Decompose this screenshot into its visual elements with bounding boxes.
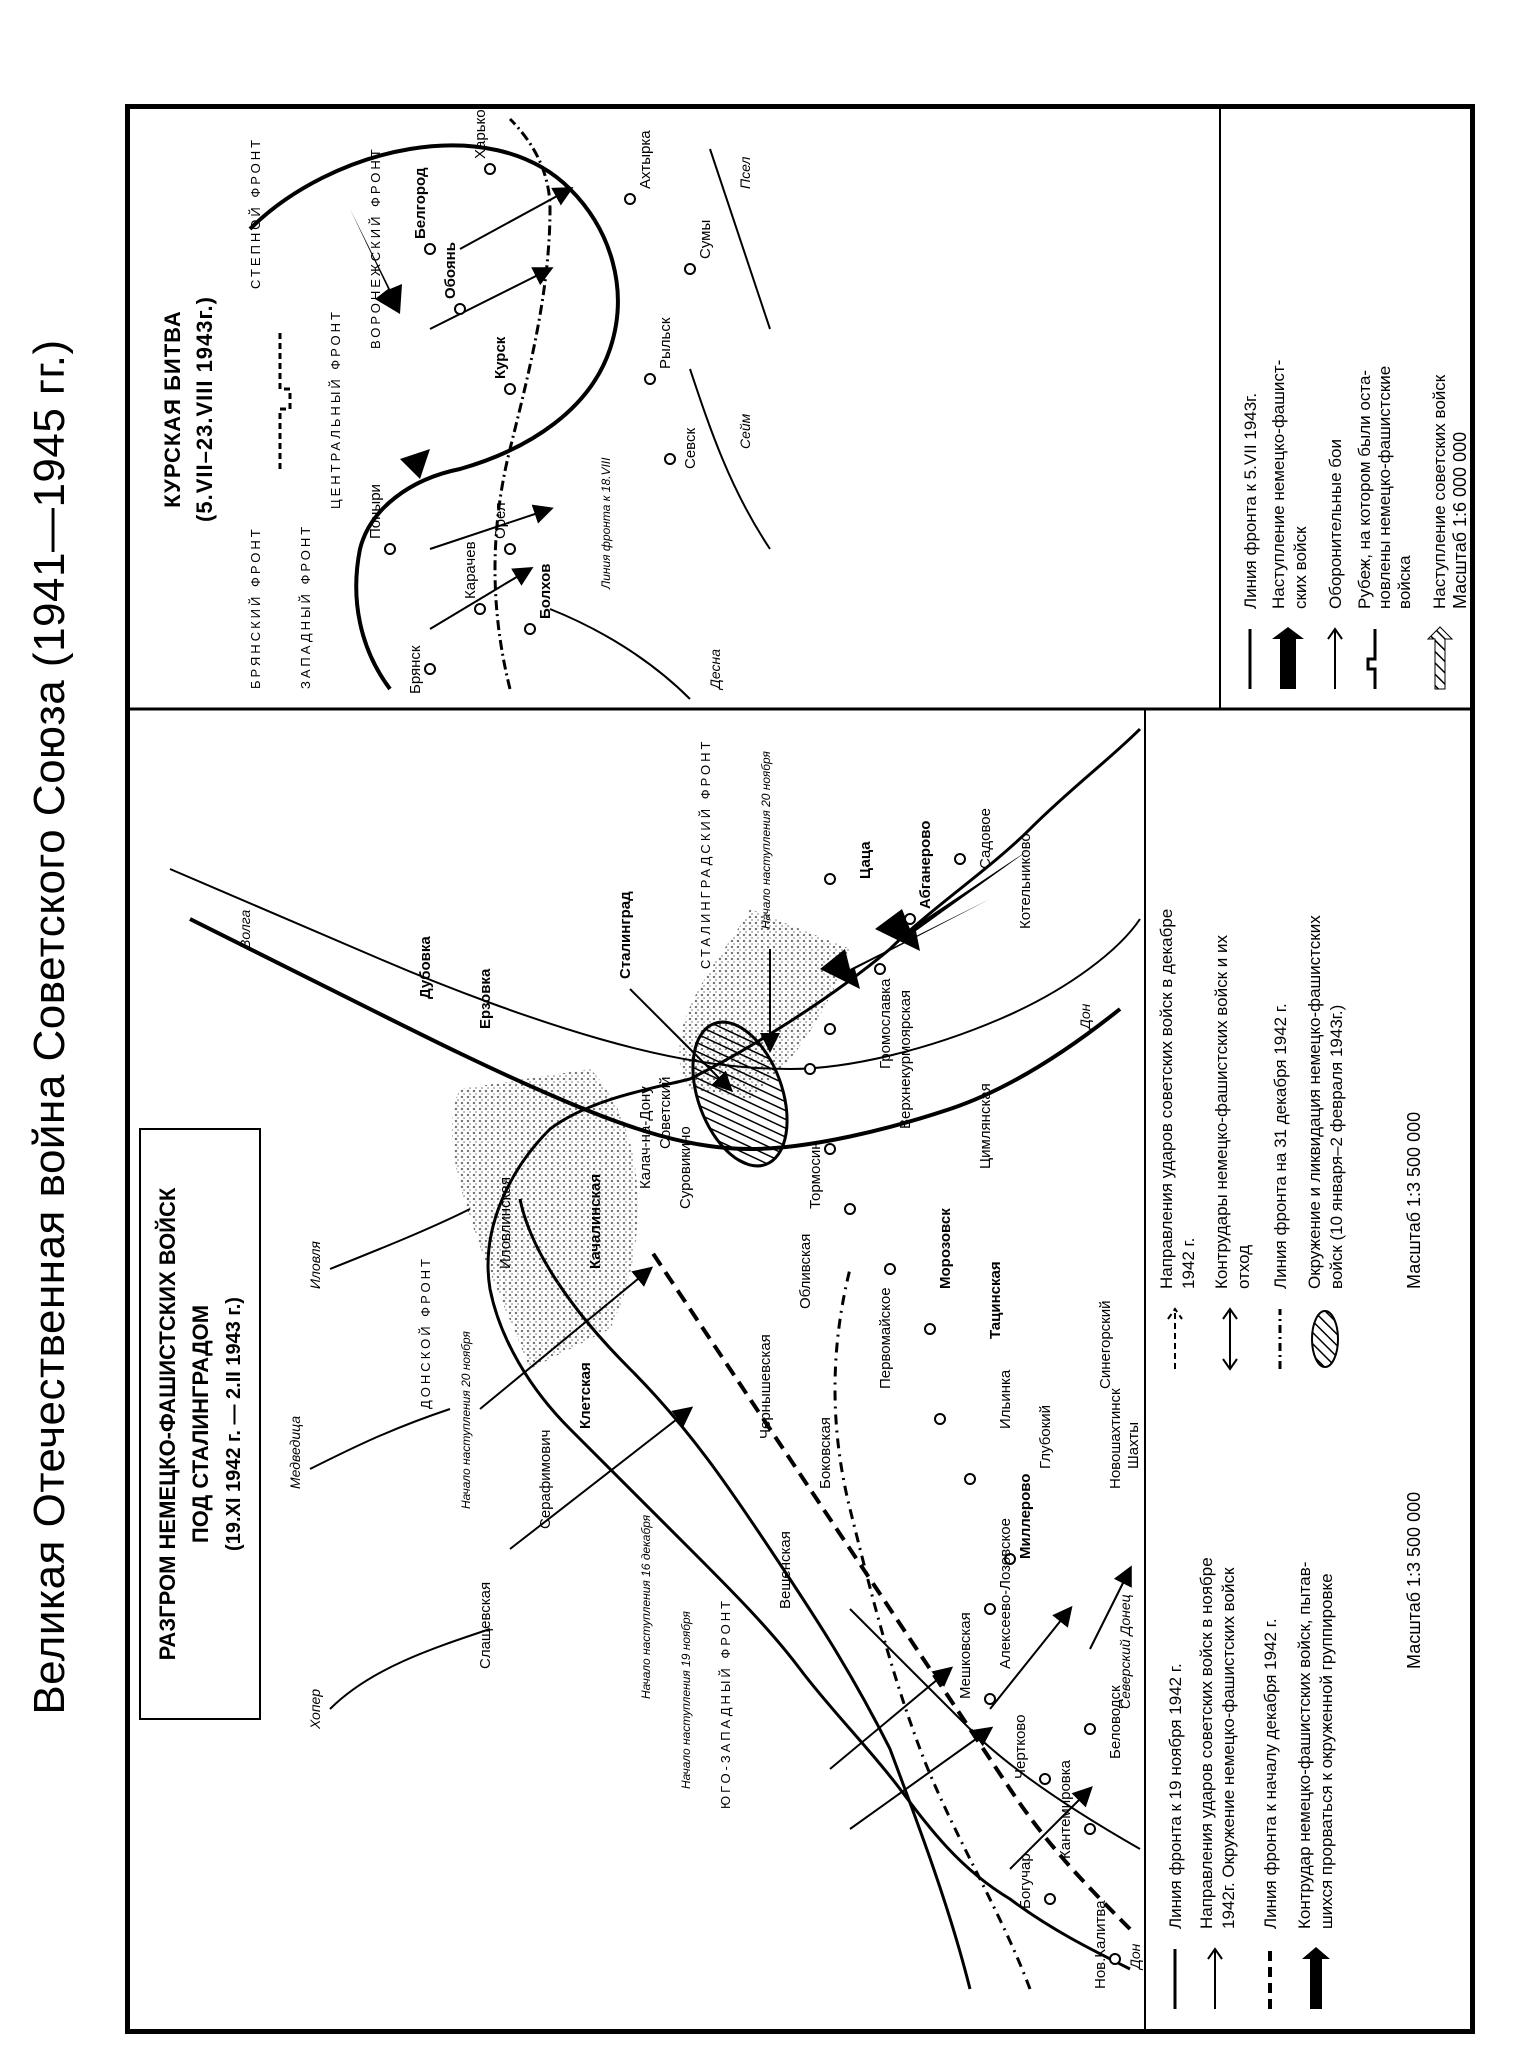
kursk-city-kursk: Курск	[492, 336, 509, 379]
kursk-front-voronezh: ВОРОНЕЖСКИЙ ФРОНТ	[368, 146, 383, 349]
legend-text-5a: Контрудары немецко-фашистских войск и их	[1212, 935, 1231, 1289]
city-belovodsk: Беловодск	[1107, 1685, 1124, 1759]
city-kotelnikovo: Котельниково	[1017, 833, 1034, 929]
city-stalingrad: Сталинград	[617, 891, 634, 979]
kursk-front-central: ЦЕНТРАЛЬНЫЙ ФРОНТ	[328, 309, 343, 509]
legend-text-3a: Контрудар немецко-фашистских войск, пытав-	[1295, 1561, 1314, 1929]
city-morozovsk: Морозовск	[937, 1208, 954, 1289]
city-ilovlinskaya: Иловлинская	[497, 1177, 514, 1269]
kursk-map	[160, 109, 1470, 699]
kursk-legend-3a: Рубеж, на котором были оста-	[1355, 369, 1374, 609]
kursk-legend-4: Наступление советских войск	[1430, 374, 1449, 609]
front-don: ДОНСКОЙ ФРОНТ	[418, 1256, 433, 1409]
city-tsimlyanskaya: Цимлянская	[977, 1083, 994, 1169]
kursk-legend	[1241, 360, 1470, 689]
city-sovetsky: Советский	[657, 1076, 674, 1149]
stalingrad-scale-right: Масштаб 1:3 500 000	[1404, 1111, 1424, 1289]
kursk-front-bryansk: БРЯНСКИЙ ФРОНТ	[248, 526, 263, 689]
stalingrad-title-3: (19.XI 1942 г. — 2.II 1943 г.)	[223, 1297, 245, 1551]
city-millerovo: Миллерово	[1017, 1473, 1034, 1559]
kursk-legend-3c: войска	[1395, 555, 1414, 609]
stalingrad-title-1: РАЗГРОМ НЕМЕЦКО-ФАШИСТСКИХ ВОЙСК	[155, 1187, 180, 1661]
legend-text-4a: Направления ударов советских войск в декабре	[1157, 908, 1176, 1289]
page-title: Великая Отечественная война Советского Союза (1941—1945 гг.)	[25, 339, 74, 1715]
legend-sym-arrow-dashed-outline	[1168, 1309, 1182, 1369]
legend-sym-arrow-outline	[1208, 1949, 1222, 2009]
city-slashchevskaya: Слащевская	[477, 1581, 494, 1669]
kursk-legend-3b: новлены немецко-фашистские	[1375, 365, 1394, 609]
kursk-legend-1b: ских войск	[1291, 526, 1310, 609]
city-ilyinka: Ильинка	[997, 1369, 1014, 1429]
map-frame	[125, 104, 1475, 2034]
hoper-river	[330, 1629, 490, 1709]
legend-text-1b: 1942г. Окружение немецко-фашистских войск	[1219, 1567, 1238, 1929]
river-desna-line	[550, 609, 690, 699]
city-meshkovskaya: Мешковская	[957, 1612, 974, 1699]
city-serafimovich: Серафимович	[537, 1429, 554, 1529]
city-glubokiy: Глубокий	[1037, 1405, 1054, 1469]
city-sinegorsky: Синегорский	[1097, 1300, 1114, 1389]
annotation-3: Начало наступления 20 ноября	[459, 1331, 473, 1509]
kursk-german-arrow-north	[350, 449, 430, 549]
river-seym-line	[690, 369, 770, 549]
legend-text-2: Линия фронта к началу декабря 1942 г.	[1261, 1618, 1280, 1929]
city-kletskaya: Клетская	[577, 1362, 594, 1429]
kursk-city-akhtyrka: Ахтырка	[637, 130, 654, 189]
legend-text-7a: Окружение и ликвидация немецко-фашистских	[1305, 915, 1324, 1289]
city-chernyshevskaya: Чернышевская	[757, 1334, 774, 1439]
city-oblivskaya: Обливская	[797, 1233, 814, 1309]
city-gromoslavka: Громославка	[877, 978, 894, 1069]
kursk-city-bryansk: Брянск	[407, 645, 424, 694]
kursk-city-sumy: Сумы	[697, 219, 714, 259]
city-tsatsa: Цаца	[857, 841, 874, 879]
annotation-2: Начало наступления 16 декабря	[639, 1514, 653, 1699]
stalingrad-scale-left: Масштаб 1:3 500 000	[1404, 1491, 1424, 1669]
kursk-city-sevsk: Севск	[682, 427, 699, 469]
city-verkhnekurmoyarskaya: Верхнекурмоярская	[897, 989, 914, 1129]
ilovlya-river	[330, 1209, 470, 1269]
kursk-city-kharkov: Харьков	[472, 109, 489, 159]
legend-sym-hatched-oval	[1312, 1311, 1338, 1367]
city-pervomayskoe: Первомайское	[877, 1287, 894, 1389]
city-veshenskaya: Вешенская	[777, 1531, 794, 1609]
counterattack-arrow-2	[875, 849, 1030, 951]
kursk-city-rylsk: Рыльск	[657, 317, 674, 369]
stalingrad-map	[140, 729, 1424, 2009]
annotation-1: Начало наступления 19 ноября	[679, 1611, 693, 1789]
city-sadovoe: Садовое	[977, 808, 994, 869]
city-chertkovo: Чертково	[1012, 1714, 1029, 1779]
kursk-city-bolkhov: Болхов	[537, 563, 554, 619]
kursk-city-orel: Орел	[492, 502, 509, 539]
legend-text-6: Линия фронта на 31 декабря 1942 г.	[1271, 1003, 1290, 1289]
stalingrad-title-2: ПОД СТАЛИНГРАДОМ	[188, 1304, 213, 1544]
city-surovikino: Суровикино	[677, 1126, 694, 1209]
kursk-front-western: ЗАПАДНЫЙ ФРОНТ	[298, 523, 313, 689]
seversky-donets-river	[850, 1609, 1140, 1849]
city-abganerovo: Абганерово	[917, 820, 934, 909]
kursk-legend-0: Линия фронта к 5.VII 1943г.	[1241, 392, 1260, 609]
river-volga: Волга	[237, 909, 253, 949]
city-shakhty: Шахты	[1125, 1421, 1142, 1469]
annotation-4: Начало наступления 20 ноября	[759, 751, 773, 929]
kursk-scale: Масштаб 1:6 000 000	[1450, 431, 1470, 609]
river-don-2: Дон	[1077, 1003, 1093, 1029]
kursk-title-1: КУРСКАЯ БИТВА	[160, 310, 185, 508]
stalingrad-legend	[1157, 909, 1424, 2009]
label-seversky-donets: Северский Донец	[1117, 1594, 1133, 1709]
map-canvas	[130, 109, 1470, 2029]
legend-text-7b: войск (10 января–2 февраля 1943г.)	[1327, 1004, 1346, 1289]
kursk-legend-sym-hatch-arrow-big	[1428, 627, 1452, 689]
city-novoshakhtinsk: Новошахтинск	[1107, 1388, 1124, 1489]
city-kantemirovka: Кантемировка	[1057, 1760, 1074, 1859]
kursk-legend-2: Оборонительные бои	[1326, 439, 1345, 609]
kursk-city-belgorod: Белгород	[412, 167, 429, 239]
river-hoper: Хопер	[307, 1688, 323, 1729]
kursk-city-karachev: Карачев	[462, 541, 479, 599]
city-dubovka: Дубовка	[417, 936, 434, 999]
offensive-zone-north	[452, 1069, 638, 1369]
kursk-legend-sym-hatch-arrow	[1328, 629, 1342, 689]
legend-text-3b: шихся прорваться к окруженной группировке	[1317, 1573, 1336, 1929]
legend-text-5b: отход	[1234, 1244, 1253, 1289]
kursk-annotation: Линия фронта к 18.VIII	[599, 457, 613, 589]
river-medveditsa: Медведица	[287, 1415, 303, 1489]
medveditsa-river	[310, 1409, 450, 1469]
city-kachalinskaya: Качалинская	[587, 1173, 604, 1269]
kursk-city-oboyan: Обоянь	[442, 242, 459, 299]
legend-text-4b: 1942 г.	[1179, 1237, 1198, 1289]
legend-text-0: Линия фронта к 19 ноября 1942 г.	[1166, 1663, 1185, 1929]
front-southwestern: ЮГО-ЗАПАДНЫЙ ФРОНТ	[718, 1597, 733, 1809]
river-don-1: Дон	[1127, 1943, 1143, 1969]
city-erzovka: Ерзовка	[477, 968, 494, 1029]
kursk-legend-sym-arrow-black	[1272, 627, 1304, 689]
kursk-stop-line	[280, 329, 290, 469]
kursk-title-2: (5.VII–23.VIII 1943г.)	[192, 296, 217, 522]
legend-sym-arrow-counter	[1223, 1309, 1237, 1369]
city-tatsinskaya: Тацинская	[987, 1261, 1004, 1339]
city-kalach-na-donu: Калач-на-Дону	[637, 1086, 654, 1189]
kursk-river-desna: Десна	[707, 649, 723, 689]
kursk-legend-1a: Наступление немецко-фашист-	[1269, 359, 1288, 609]
city-nov-kalitva: Нов.Калитва	[1092, 1900, 1109, 1989]
city-bokovskaya: Боковская	[817, 1417, 834, 1489]
city-tormosin: Тормосин	[807, 1141, 824, 1209]
river-ilovlya: Иловля	[307, 1241, 323, 1289]
volga-bank	[170, 869, 1140, 1069]
legend-text-1a: Направления ударов советских войск в ноябре	[1197, 1557, 1216, 1929]
front-stalingrad: СТАЛИНГРАДСКИЙ ФРОНТ	[698, 738, 713, 969]
city-alekseevo-lozovskoe: Алексеево-Лозовское	[997, 1518, 1014, 1669]
kursk-legend-sym-teeth	[1368, 629, 1375, 689]
kursk-river-seym: Сейм	[737, 413, 753, 449]
kursk-river-psel: Псел	[737, 156, 753, 189]
city-boguchar: Богучар	[1017, 1853, 1034, 1909]
counterattack-arrow-1	[820, 899, 990, 989]
legend-sym-arrow-black	[1302, 1947, 1330, 2009]
kursk-front-steppe: СТЕПНОЙ ФРОНТ	[248, 136, 263, 289]
kursk-city-ponyri: Поныри	[367, 484, 384, 539]
